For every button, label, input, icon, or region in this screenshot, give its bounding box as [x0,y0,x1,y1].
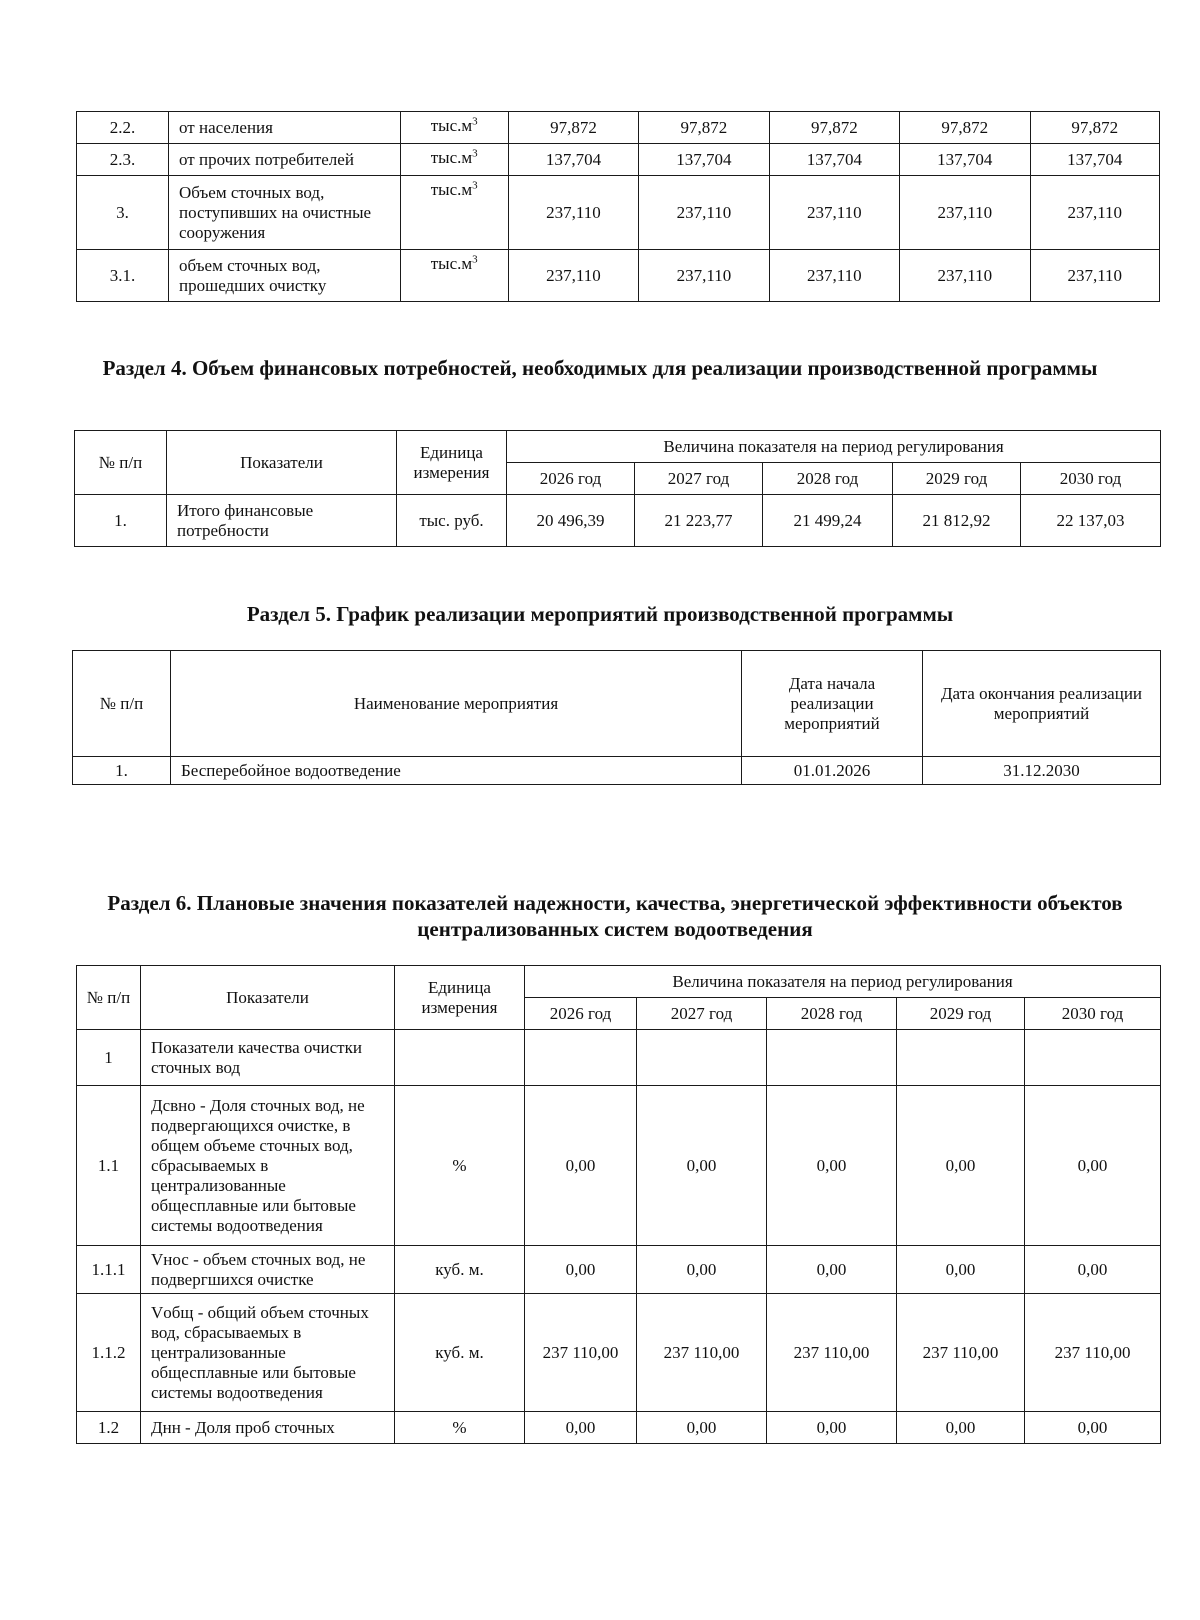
volume-table [76,111,1160,302]
schedule-table [72,650,1161,785]
unit-cell: $тыс.м^3$ [400,144,508,176]
value-cell [1025,1030,1161,1086]
table-header-row [77,966,1161,998]
value-cell: 237,110 [769,176,899,250]
value-cell: 20 496,39 [507,495,635,547]
value-cell: 237,110 [639,250,769,302]
value-cell: 0,00 [897,1086,1025,1246]
row-number: 1. [73,757,171,785]
header-year: 2030 год [1021,463,1161,495]
unit-cell: % [395,1086,525,1246]
header-year: 2026 год [525,998,637,1030]
indicator-name: Итого финансовые потребности [167,495,397,547]
indicators-table [76,965,1161,1444]
unit-cell: $тыс.м^3$ [400,112,508,144]
header-num: № п/п [77,966,141,1030]
row-number: 1.1.2 [77,1294,141,1412]
value-cell: 237,110 [508,250,638,302]
row-number: 1. [75,495,167,547]
row-number: 1.1.1 [77,1246,141,1294]
header-period: Величина показателя на период регулирования [525,966,1161,998]
indicator-name: объем сточных вод, прошедших очистку [169,250,401,302]
table-row [77,1086,1161,1246]
activity-name: Бесперебойное водоотведение [171,757,742,785]
row-number: 1 [77,1030,141,1086]
indicator-name: Vобщ - общий объем сточных вод, сбрасываемых в централизованные общесплавные или бытовые системы водоотведения [141,1294,395,1412]
value-cell: 237,110 [1030,176,1159,250]
header-unit: Единица измерения [395,966,525,1030]
header-name: Показатели [167,431,397,495]
value-cell [897,1030,1025,1086]
value-cell: 137,704 [900,144,1030,176]
header-year: 2028 год [767,998,897,1030]
value-cell: 237,110 [1030,250,1159,302]
table-row [77,1412,1161,1444]
table-header-row [75,431,1161,463]
header-unit: Единица измерения [397,431,507,495]
value-cell: 97,872 [639,112,769,144]
unit-cell: тыс. руб. [397,495,507,547]
header-period: Величина показателя на период регулирования [507,431,1161,463]
unit-cell: % [395,1412,525,1444]
value-cell: 21 499,24 [763,495,893,547]
unit-cell [395,1030,525,1086]
value-cell: 21 812,92 [893,495,1021,547]
value-cell: 0,00 [525,1086,637,1246]
value-cell [767,1030,897,1086]
value-cell: 237 110,00 [525,1294,637,1412]
value-cell: 237,110 [900,176,1030,250]
value-cell: 0,00 [767,1412,897,1444]
value-cell: 97,872 [769,112,899,144]
value-cell: 137,704 [769,144,899,176]
value-cell: 0,00 [637,1412,767,1444]
value-cell: 237,110 [639,176,769,250]
value-cell: 237 110,00 [767,1294,897,1412]
table-row [77,1246,1161,1294]
value-cell: 0,00 [525,1412,637,1444]
value-cell: 0,00 [637,1086,767,1246]
row-number: 3.1. [77,250,169,302]
header-name: Наименование мероприятия [171,651,742,757]
unit-cell: $тыс.м^3$ [400,250,508,302]
row-number: 2.3. [77,144,169,176]
finance-table [74,430,1161,547]
table-row [77,1294,1161,1412]
header-year: 2027 год [637,998,767,1030]
header-year: 2027 год [635,463,763,495]
value-cell: 0,00 [1025,1246,1161,1294]
value-cell: 237 110,00 [1025,1294,1161,1412]
header-name: Показатели [141,966,395,1030]
header-start-date: Дата начала реализации мероприятий [742,651,923,757]
header-num: № п/п [75,431,167,495]
table-row [77,1030,1161,1086]
table-row [77,176,1160,250]
value-cell: 97,872 [508,112,638,144]
value-cell: 0,00 [767,1086,897,1246]
header-year: 2029 год [893,463,1021,495]
value-cell: 137,704 [639,144,769,176]
section5-title: Раздел 5. График реализации мероприятий производственной программы [246,602,954,626]
value-cell: 237,110 [508,176,638,250]
value-cell: 137,704 [508,144,638,176]
header-num: № п/п [73,651,171,757]
value-cell: 0,00 [767,1246,897,1294]
section4-title: Раздел 4. Объем финансовых потребностей, необходимых для реализации производственной программы [102,356,1098,380]
table-row [77,112,1160,144]
value-cell: 21 223,77 [635,495,763,547]
value-cell: 137,704 [1030,144,1159,176]
row-number: 3. [77,176,169,250]
value-cell: 237,110 [900,250,1030,302]
header-year: 2028 год [763,463,893,495]
table-header-row [73,651,1161,757]
value-cell: 0,00 [897,1246,1025,1294]
indicator-name: от прочих потребителей [169,144,401,176]
section6-title: Раздел 6. Плановые значения показателей надежности, качества, энергетической эффективности объектов централизованных систем водоотведения [107,891,1123,941]
value-cell: 97,872 [900,112,1030,144]
row-number: 2.2. [77,112,169,144]
unit-cell: $тыс.м^3$ [400,176,508,250]
indicator-name: от населения [169,112,401,144]
value-cell: 0,00 [897,1412,1025,1444]
table-row [73,757,1161,785]
header-end-date: Дата окончания реализации мероприятий [923,651,1161,757]
indicator-name: Vнос - объем сточных вод, не подвергшихся очистке [141,1246,395,1294]
table-row [75,495,1161,547]
value-cell: 237,110 [769,250,899,302]
value-cell: 0,00 [1025,1412,1161,1444]
row-number: 1.2 [77,1412,141,1444]
header-year: 2030 год [1025,998,1161,1030]
value-cell [637,1030,767,1086]
header-year: 2026 год [507,463,635,495]
row-number: 1.1 [77,1086,141,1246]
unit-cell: куб. м. [395,1294,525,1412]
unit-cell: куб. м. [395,1246,525,1294]
start-date: 01.01.2026 [742,757,923,785]
value-cell: 237 110,00 [897,1294,1025,1412]
indicator-name: Дсвно - Доля сточных вод, не подвергающихся очистке, в общем объеме сточных вод, сбрасываемых в централизованные общесплавные или бытовые системы водоотведения [141,1086,395,1246]
indicator-name: Днн - Доля проб сточных [141,1412,395,1444]
value-cell: 0,00 [1025,1086,1161,1246]
value-cell: 0,00 [525,1246,637,1294]
end-date: 31.12.2030 [923,757,1161,785]
indicator-name: Показатели качества очистки сточных вод [141,1030,395,1086]
value-cell [525,1030,637,1086]
value-cell: 237 110,00 [637,1294,767,1412]
table-row [77,250,1160,302]
value-cell: 22 137,03 [1021,495,1161,547]
header-year: 2029 год [897,998,1025,1030]
table-row [77,144,1160,176]
value-cell: 0,00 [637,1246,767,1294]
indicator-name: Объем сточных вод, поступивших на очистные сооружения [169,176,401,250]
value-cell: 97,872 [1030,112,1159,144]
